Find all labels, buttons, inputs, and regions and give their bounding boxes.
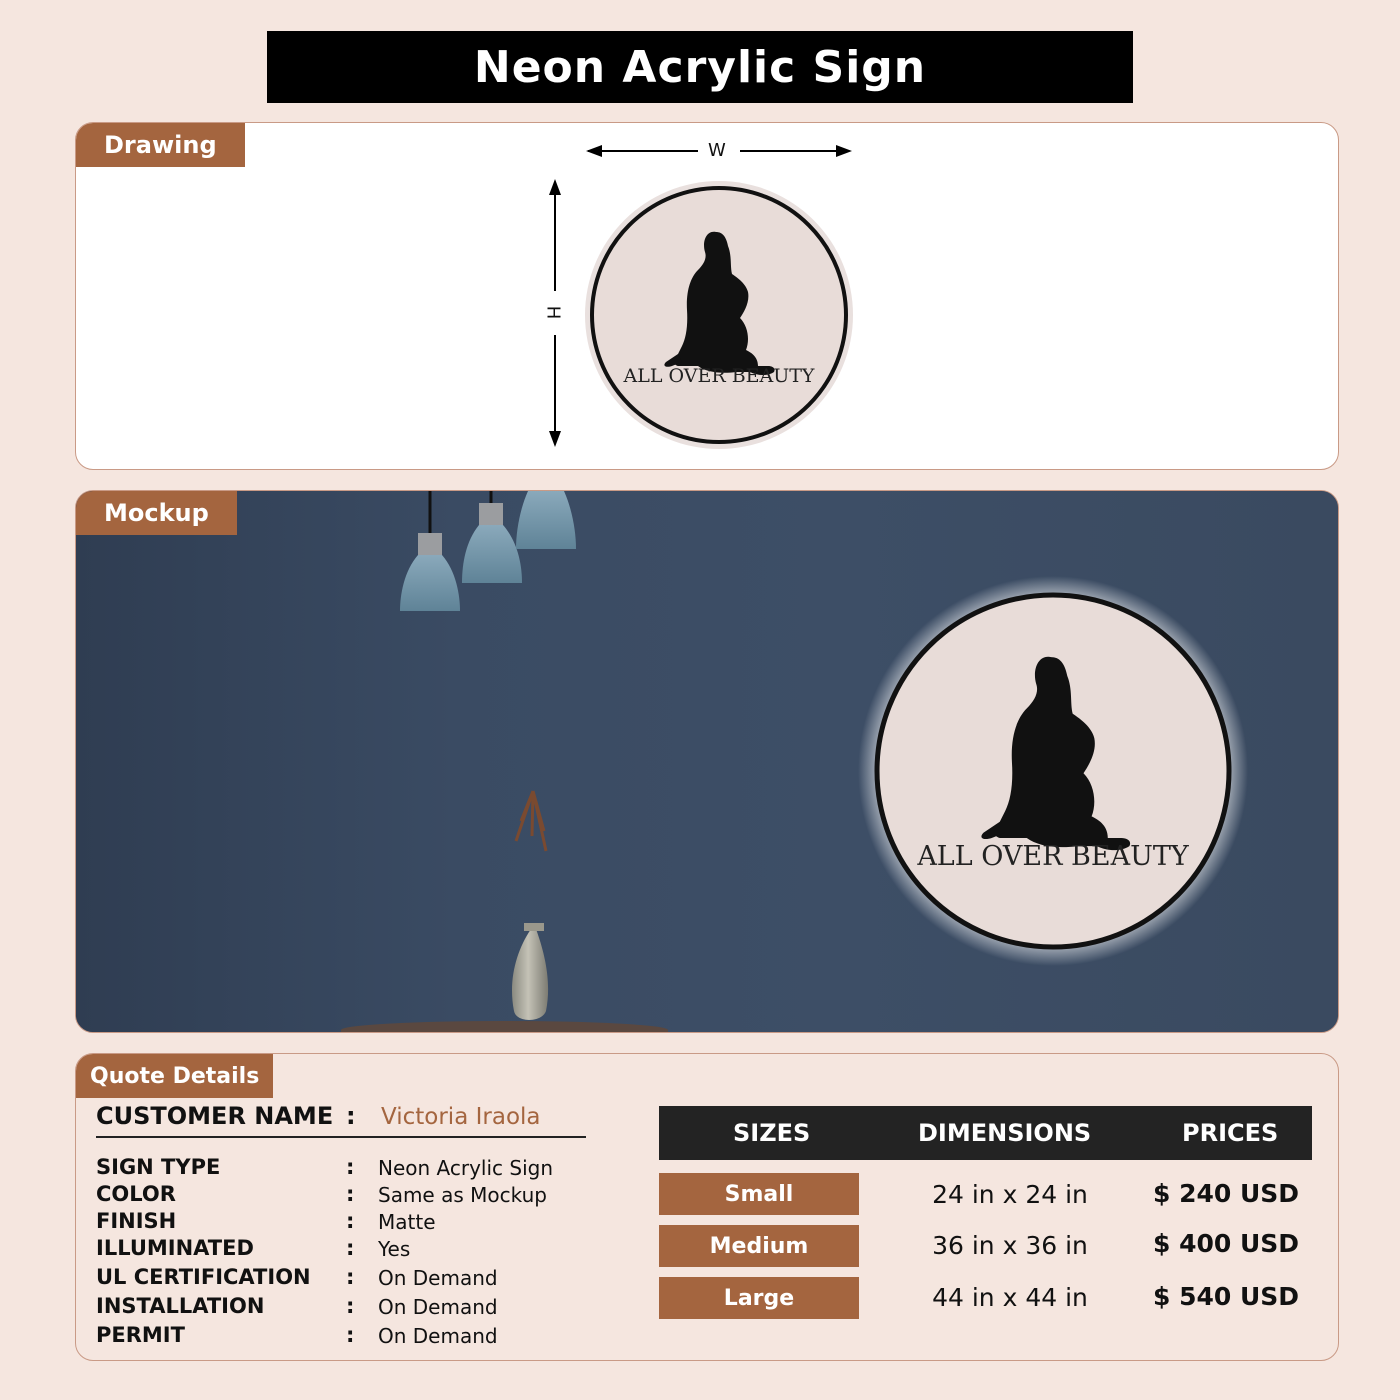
- size-small-price: $ 240 USD: [1152, 1179, 1300, 1208]
- size-large-price: $ 540 USD: [1152, 1282, 1300, 1311]
- spec-row: [96, 1323, 656, 1351]
- size-large-dimensions: 44 in x 44 in: [932, 1283, 1088, 1312]
- mockup-scene: [76, 491, 1339, 1033]
- spec-colon: :: [346, 1265, 355, 1289]
- spec-colon: :: [346, 1182, 355, 1206]
- spec-colon: :: [346, 1209, 355, 1233]
- height-label: H: [542, 305, 564, 320]
- spec-colon: :: [346, 1294, 355, 1318]
- pendant-lamp-icon: [400, 491, 460, 611]
- size-large-label: Large: [659, 1277, 859, 1319]
- customer-colon: :: [346, 1102, 356, 1130]
- spec-label: FINISH: [96, 1209, 177, 1233]
- width-label: W: [708, 140, 726, 161]
- mockup-logo-text: ALL OVER BEAUTY: [917, 841, 1189, 872]
- header-prices: PRICES: [1182, 1119, 1279, 1147]
- header-dimensions: DIMENSIONS: [918, 1119, 1092, 1147]
- size-medium-label: Medium: [659, 1225, 859, 1267]
- spec-row: [96, 1182, 656, 1210]
- spec-colon: :: [346, 1155, 355, 1179]
- drawing-tab: Drawing: [76, 123, 245, 167]
- spec-row: [96, 1209, 656, 1237]
- customer-label: CUSTOMER NAME: [96, 1102, 334, 1130]
- quote-tab: Quote Details: [76, 1054, 273, 1098]
- spec-value: On Demand: [378, 1324, 498, 1348]
- spec-value: Same as Mockup: [378, 1183, 547, 1207]
- spec-colon: :: [346, 1236, 355, 1260]
- customer-value: Victoria Iraola: [381, 1104, 541, 1130]
- spec-label: INSTALLATION: [96, 1294, 265, 1318]
- pendant-lamp-icon: [516, 491, 576, 549]
- mockup-panel: [75, 490, 1339, 1033]
- header-sizes: SIZES: [733, 1119, 811, 1147]
- spec-row: [96, 1294, 656, 1322]
- size-small-dimensions: 24 in x 24 in: [932, 1180, 1088, 1209]
- size-medium-price: $ 400 USD: [1152, 1229, 1300, 1258]
- spec-label: COLOR: [96, 1182, 176, 1206]
- spec-value: On Demand: [378, 1295, 498, 1319]
- spec-row: [96, 1155, 656, 1183]
- vase-icon: [512, 791, 548, 1020]
- spec-label: SIGN TYPE: [96, 1155, 221, 1179]
- spec-value: Neon Acrylic Sign: [378, 1156, 554, 1180]
- pendant-lamp-icon: [462, 491, 522, 583]
- spec-label: UL CERTIFICATION: [96, 1265, 311, 1289]
- customer-row: [96, 1102, 586, 1138]
- sizes-table-header: [659, 1106, 1312, 1160]
- spec-value: Matte: [378, 1210, 436, 1234]
- quote-panel: [75, 1053, 1339, 1361]
- spec-row: [96, 1236, 656, 1264]
- drawing-sign-logo: [584, 180, 854, 450]
- mockup-tab: Mockup: [76, 491, 237, 535]
- spec-label: PERMIT: [96, 1323, 185, 1347]
- drawing-panel: [75, 122, 1339, 470]
- spec-row: [96, 1265, 656, 1293]
- spec-value: On Demand: [378, 1266, 498, 1290]
- size-small-label: Small: [659, 1173, 859, 1215]
- spec-label: ILLUMINATED: [96, 1236, 254, 1260]
- spec-colon: :: [346, 1323, 355, 1347]
- page-title: Neon Acrylic Sign: [267, 31, 1133, 103]
- drawing-logo-text: ALL OVER BEAUTY: [623, 365, 815, 387]
- size-medium-dimensions: 36 in x 36 in: [932, 1231, 1088, 1260]
- spec-value: Yes: [378, 1237, 411, 1261]
- shelf: [341, 1021, 668, 1033]
